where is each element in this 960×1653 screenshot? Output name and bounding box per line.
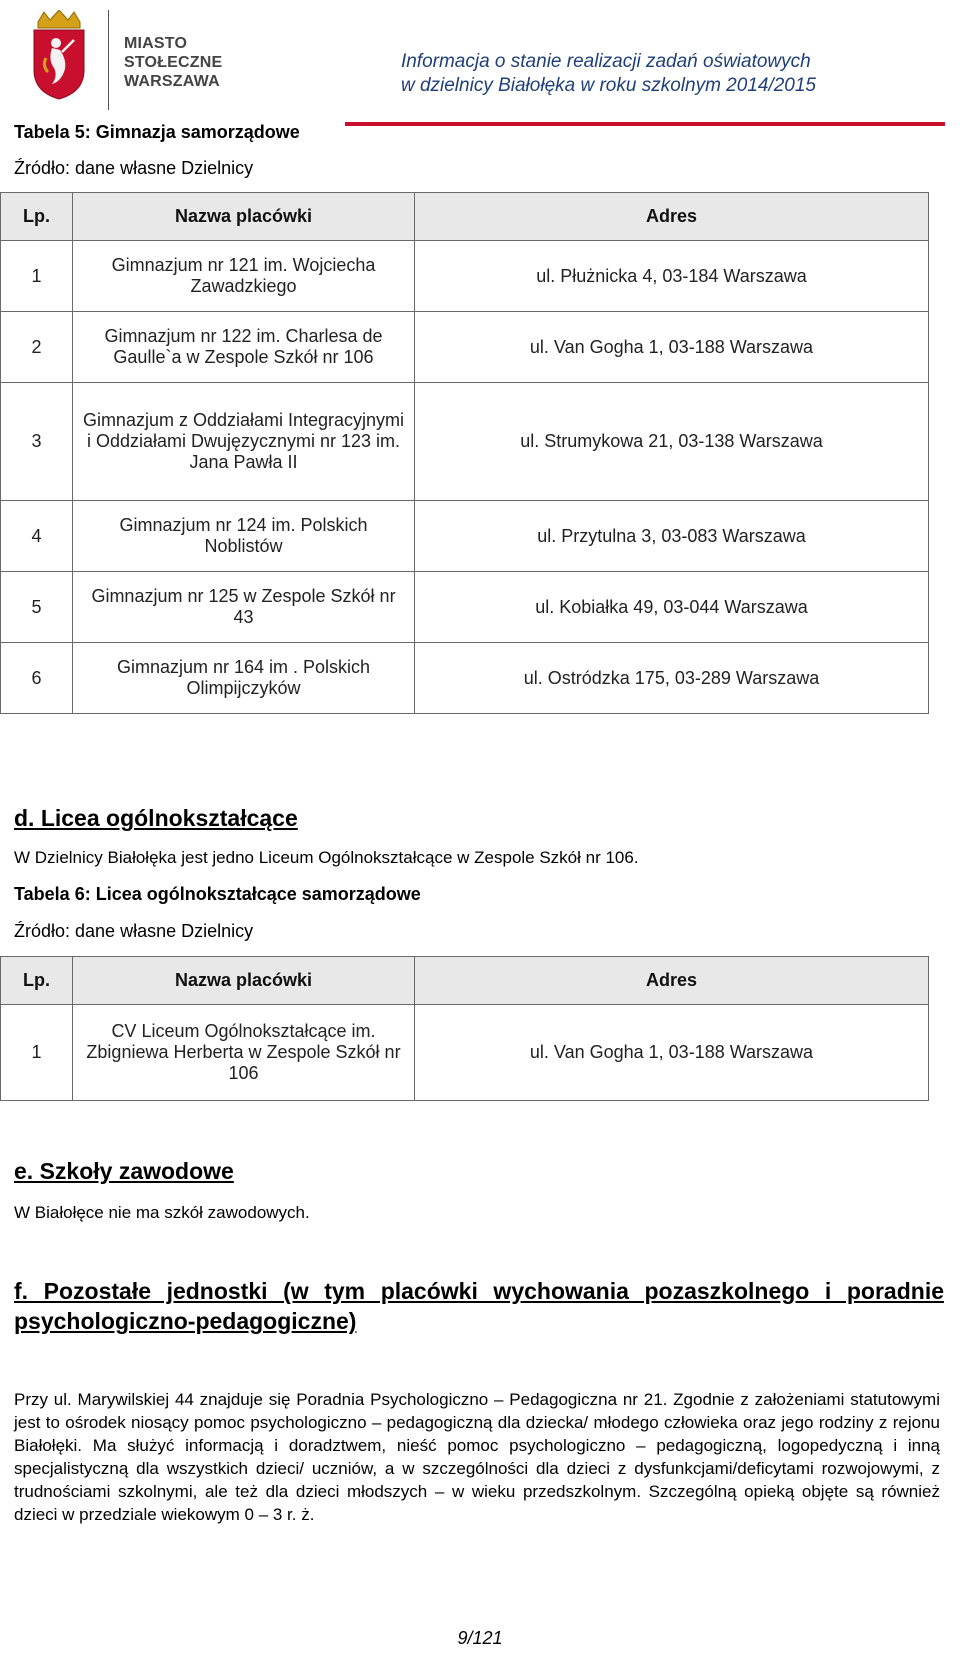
- col-header-lp: Lp.: [1, 957, 73, 1005]
- table-5: [0, 192, 929, 714]
- cell-address: ul. Van Gogha 1, 03-188 Warszawa: [415, 312, 929, 383]
- section-d-heading: d. Licea ogólnokształcące: [14, 805, 298, 831]
- table-5-title: Tabela 5: Gimnazja samorządowe: [14, 122, 300, 142]
- logo-line: STOŁECZNE: [124, 54, 223, 71]
- table-row: [1, 383, 929, 501]
- document-title-line-1: Informacja o stanie realizacji zadań oświatowych: [400, 51, 811, 72]
- cell-name: Gimnazjum nr 124 im. Polskich Noblistów: [73, 501, 415, 572]
- table-6-source: Źródło: dane własne Dzielnicy: [14, 921, 254, 941]
- col-header-lp: Lp.: [1, 193, 73, 241]
- table-row: [1, 241, 929, 312]
- section-f-heading: f. Pozostałe jednostki (w tym placówki wychowania pozaszkolnego i poradnie psychologiczno-pedagogiczne): [14, 1278, 944, 1334]
- cell-lp: 2: [1, 312, 73, 383]
- cell-name: Gimnazjum nr 125 w Zespole Szkół nr 43: [73, 572, 415, 643]
- cell-address: ul. Przytulna 3, 03-083 Warszawa: [415, 501, 929, 572]
- cell-lp: 1: [1, 241, 73, 312]
- cell-address: ul. Ostródzka 175, 03-289 Warszawa: [415, 643, 929, 714]
- table-6: [0, 956, 929, 1101]
- cell-lp: 6: [1, 643, 73, 714]
- cell-lp: 3: [1, 383, 73, 501]
- section-f-text: Przy ul. Marywilskiej 44 znajduje się Poradnia Psychologiczno – Pedagogiczna nr 21. Zgodnie z założeniami statutowymi jest to ośrodek niosący pomoc psychologiczno – pedagogiczną dla dziecka/ młodego człowieka oraz jego rodziny z rejonu Białołęki. Ma służyć informacją i doradztwem, nieść pomoc psychologiczno – pedagogiczną, logopedyczną i inną specjalistyczną dla wszystkich dzieci/ uczniów, a w szczególności dla dzieci z dysfunkcjami/deficytami rozwojowymi, z trudnościami szkolnymi, ale też dla dzieci młodszych – w wieku przedszkolnym. Szczególną opieką objęte są również dzieci w przedziale wiekowym 0 – 3 r. ż.: [14, 1390, 940, 1524]
- table-6-title: Tabela 6: Licea ogólnokształcące samorządowe: [14, 884, 421, 904]
- logo-text: [124, 34, 222, 91]
- cell-name: Gimnazjum z Oddziałami Integracyjnymi i Oddziałami Dwujęzycznymi nr 123 im. Jana Pawła II: [73, 383, 415, 501]
- table-5-source: Źródło: dane własne Dzielnicy: [14, 158, 254, 178]
- warsaw-coat-of-arms-icon: [28, 10, 90, 100]
- cell-name: Gimnazjum nr 122 im. Charlesa de Gaulle`a w Zespole Szkół nr 106: [73, 312, 415, 383]
- section-d-text: W Dzielnicy Białołęka jest jedno Liceum Ogólnokształcące w Zespole Szkół nr 106.: [14, 848, 639, 867]
- cell-name: Gimnazjum nr 164 im . Polskich Olimpijczyków: [73, 643, 415, 714]
- page-number: 9/121: [457, 1628, 503, 1648]
- col-header-name: Nazwa placówki: [73, 193, 415, 241]
- table-row: [1, 501, 929, 572]
- table-header-row: [1, 193, 929, 241]
- cell-lp: 4: [1, 501, 73, 572]
- table-row: [1, 1005, 929, 1101]
- cell-address: ul. Płużnicka 4, 03-184 Warszawa: [415, 241, 929, 312]
- cell-address: ul. Kobiałka 49, 03-044 Warszawa: [415, 572, 929, 643]
- document-title: [401, 50, 816, 98]
- cell-address: ul. Strumykowa 21, 03-138 Warszawa: [415, 383, 929, 501]
- logo-line: WARSZAWA: [124, 73, 220, 90]
- section-e-heading: e. Szkoły zawodowe: [14, 1158, 234, 1184]
- document-title-line-2: w dzielnicy Białołęka w roku szkolnym 2014/2015: [400, 75, 816, 96]
- logo-line: MIASTO: [124, 35, 188, 52]
- logo-divider: [108, 10, 109, 110]
- col-header-address: Adres: [415, 193, 929, 241]
- page-header: [0, 0, 960, 128]
- table-row: [1, 312, 929, 383]
- header-accent-line: [345, 122, 945, 126]
- cell-name: CV Liceum Ogólnokształcące im. Zbigniewa Herberta w Zespole Szkół nr 106: [73, 1005, 415, 1101]
- col-header-name: Nazwa placówki: [73, 957, 415, 1005]
- table-header-row: [1, 957, 929, 1005]
- table-row: [1, 572, 929, 643]
- table-row: [1, 643, 929, 714]
- cell-lp: 5: [1, 572, 73, 643]
- section-e-text: W Białołęce nie ma szkół zawodowych.: [14, 1203, 310, 1222]
- cell-address: ul. Van Gogha 1, 03-188 Warszawa: [415, 1005, 929, 1101]
- cell-name: Gimnazjum nr 121 im. Wojciecha Zawadzkiego: [73, 241, 415, 312]
- col-header-address: Adres: [415, 957, 929, 1005]
- cell-lp: 1: [1, 1005, 73, 1101]
